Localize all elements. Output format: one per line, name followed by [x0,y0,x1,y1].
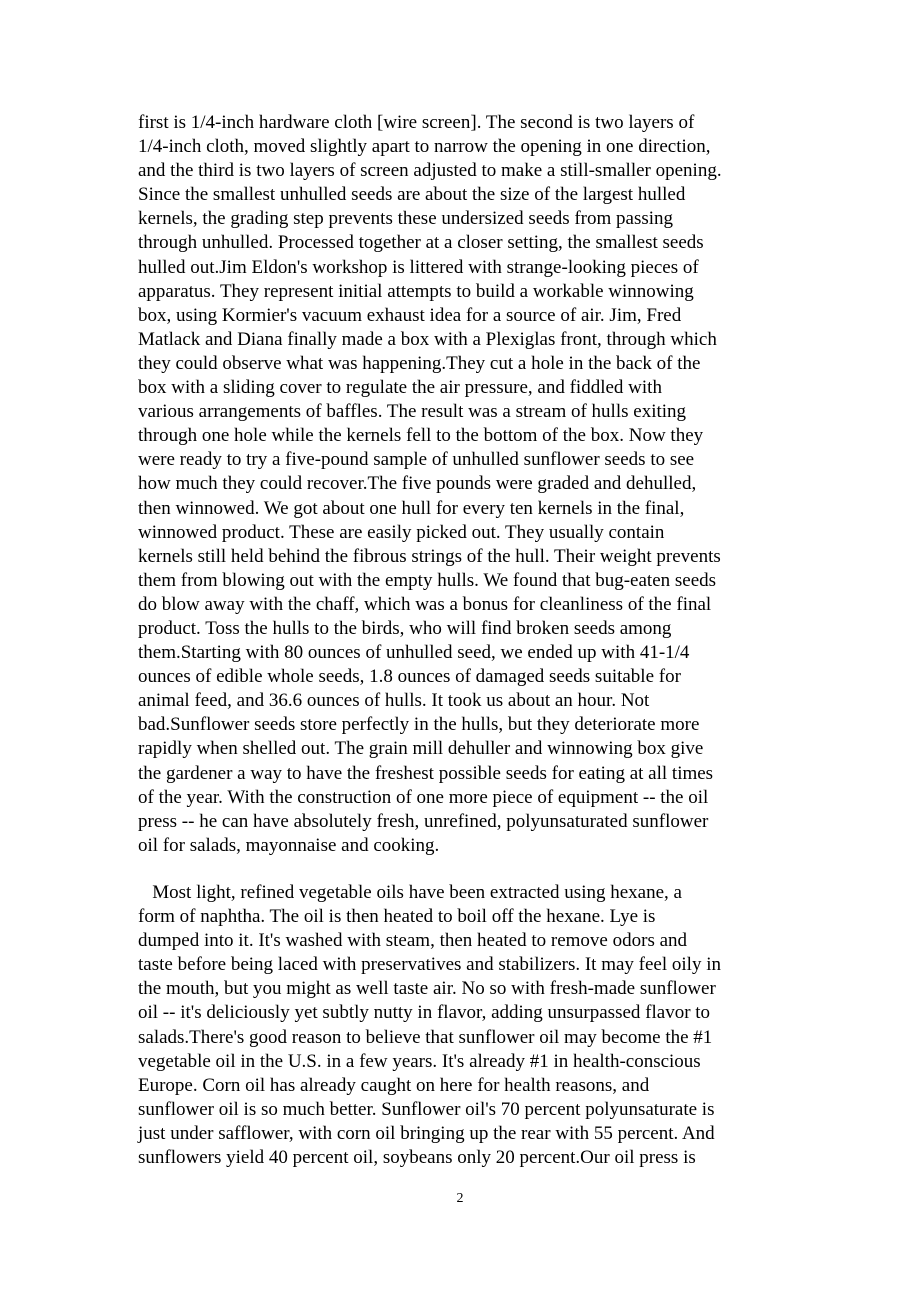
text-line: box with a sliding cover to regulate the air pressure, and fiddled with [138,377,662,399]
text-line: sunflowers yield 40 percent oil, soybeans only 20 percent.Our oil press is [138,1147,696,1169]
text-line: kernels, the grading step prevents these undersized seeds from passing [138,208,674,230]
text-line: were ready to try a five-pound sample of unhulled sunflower seeds to see [138,449,695,471]
text-line: through one hole while the kernels fell to the bottom of the box. Now they [138,425,704,447]
text-line: sunflower oil is so much better. Sunflower oil's 70 percent polyunsaturate is [138,1098,715,1120]
body-paragraph-1 [138,111,784,858]
text-line: do blow away with the chaff, which was a bonus for cleanliness of the final [138,593,712,615]
text-line: just under safflower, with corn oil bringing up the rear with 55 percent. And [138,1122,715,1144]
text-line: press -- he can have absolutely fresh, unrefined, polyunsaturated sunflower [138,810,709,832]
text-line: then winnowed. We got about one hull for every ten kernels in the final, [138,497,685,519]
text-line: them.Starting with 80 ounces of unhulled seed, we ended up with 41-1/4 [138,642,690,664]
text-line: kernels still held behind the fibrous strings of the hull. Their weight prevents [138,545,721,567]
text-line: taste before being laced with preservatives and stabilizers. It may feel oily in [138,954,721,976]
text-line: form of naphtha. The oil is then heated to boil off the hexane. Lye is [138,906,656,928]
text-line: through unhulled. Processed together at a closer setting, the smallest seeds [138,232,704,254]
text-line: Most light, refined vegetable oils have been extracted using hexane, a [138,882,682,903]
text-line: Matlack and Diana finally made a box with a Plexiglas front, through which [138,328,717,350]
body-paragraph-2 [138,881,784,1170]
text-line: hulled out.Jim Eldon's workshop is littered with strange-looking pieces of [138,256,699,278]
text-line: dumped into it. It's washed with steam, then heated to remove odors and [138,930,688,952]
text-line: Europe. Corn oil has already caught on here for health reasons, and [138,1074,650,1096]
text-line: of the year. With the construction of one more piece of equipment -- the oil [138,786,709,808]
text-line: 1/4-inch cloth, moved slightly apart to narrow the opening in one direction, [138,136,711,158]
text-line: box, using Kormier's vacuum exhaust idea for a source of air. Jim, Fred [138,304,682,326]
text-line: rapidly when shelled out. The grain mill dehuller and winnowing box give [138,738,704,760]
text-line: first is 1/4-inch hardware cloth [wire screen]. The second is two layers of [138,112,695,133]
text-line: ounces of edible whole seeds, 1.8 ounces of damaged seeds suitable for [138,666,681,688]
text-line: oil -- it's deliciously yet subtly nutty in flavor, adding unsurpassed flavor to [138,1002,711,1024]
text-line: them from blowing out with the empty hulls. We found that bug-eaten seeds [138,569,717,591]
text-line: they could observe what was happening.They cut a hole in the back of the [138,352,701,374]
text-line: apparatus. They represent initial attempts to build a workable winnowing [138,280,694,302]
text-line: the gardener a way to have the freshest possible seeds for eating at all times [138,762,714,784]
text-line: product. Toss the hulls to the birds, who will find broken seeds among [138,617,672,639]
text-line: various arrangements of baffles. The result was a stream of hulls exiting [138,401,687,423]
text-line: animal feed, and 36.6 ounces of hulls. It took us about an hour. Not [138,690,650,712]
page-number: 2 [456,1191,464,1206]
text-line: how much they could recover.The five pounds were graded and dehulled, [138,473,697,495]
text-line: Since the smallest unhulled seeds are about the size of the largest hulled [138,184,686,206]
text-line: winnowed product. These are easily picked out. They usually contain [138,521,665,543]
text-line: oil for salads, mayonnaise and cooking. [138,834,440,856]
text-line: salads.There's good reason to believe that sunflower oil may become the #1 [138,1026,713,1048]
text-line: the mouth, but you might as well taste air. No so with fresh-made sunflower [138,978,716,1000]
text-line: vegetable oil in the U.S. in a few years. It's already #1 in health-conscious [138,1050,701,1072]
text-line: and the third is two layers of screen adjusted to make a still-smaller opening. [138,160,722,182]
text-line: bad.Sunflower seeds store perfectly in the hulls, but they deteriorate more [138,714,700,736]
